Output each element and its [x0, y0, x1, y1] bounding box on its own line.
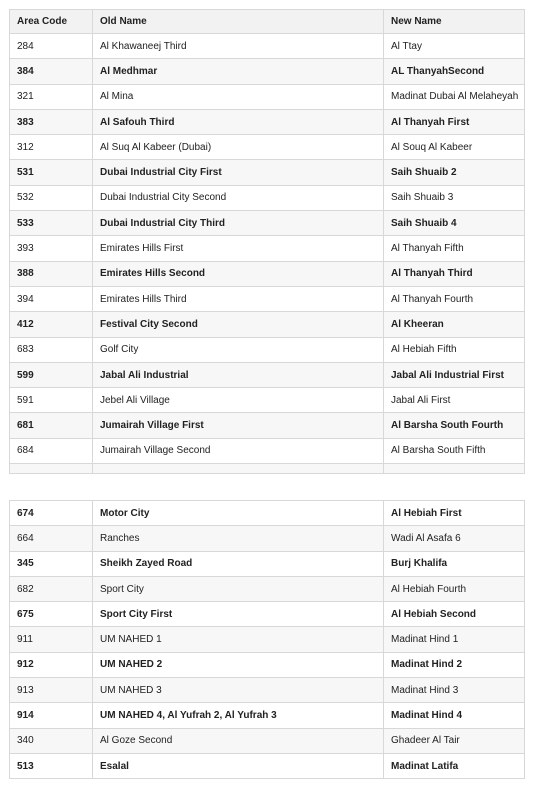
area-code-cell: 393 [10, 236, 93, 261]
new-name-cell: Al Hebiah Fifth [384, 337, 525, 362]
table-row [10, 59, 525, 84]
area-code-cell: 284 [10, 34, 93, 59]
area-code-cell: 684 [10, 438, 93, 463]
new-name-cell: Al Hebiah Fourth [384, 576, 525, 601]
area-code-cell: 674 [10, 501, 93, 526]
header-new-name: New Name [384, 10, 525, 34]
new-name-cell: Saih Shuaib 2 [384, 160, 525, 185]
old-name-cell: Sheikh Zayed Road [93, 551, 384, 576]
new-name-cell: Al Ttay [384, 34, 525, 59]
old-name-cell: UM NAHED 4, Al Yufrah 2, Al Yufrah 3 [93, 703, 384, 728]
table-row [10, 160, 525, 185]
area-code-cell: 388 [10, 261, 93, 286]
area-code-cell: 683 [10, 337, 93, 362]
new-name-cell: Al Thanyah Fifth [384, 236, 525, 261]
header-old-name: Old Name [93, 10, 384, 34]
old-name-cell: Motor City [93, 501, 384, 526]
area-code-cell: 340 [10, 728, 93, 753]
old-name-cell: Emirates Hills Second [93, 261, 384, 286]
old-name-cell: Ranches [93, 526, 384, 551]
old-name-cell: Festival City Second [93, 312, 384, 337]
area-code-cell: 681 [10, 413, 93, 438]
table-row [10, 652, 525, 677]
table-row [10, 109, 525, 134]
new-name-cell: Madinat Hind 3 [384, 678, 525, 703]
old-name-cell: UM NAHED 1 [93, 627, 384, 652]
table-row [10, 703, 525, 728]
header-area-code: Area Code [10, 10, 93, 34]
old-name-cell: Al Suq Al Kabeer (Dubai) [93, 135, 384, 160]
old-name-cell: Dubai Industrial City First [93, 160, 384, 185]
new-name-cell: Al Barsha South Fifth [384, 438, 525, 463]
area-code-cell: 682 [10, 576, 93, 601]
table-row [10, 576, 525, 601]
table-row [10, 627, 525, 652]
area-code-table-1 [9, 9, 525, 474]
area-code-cell: 394 [10, 286, 93, 311]
old-name-cell: Al Safouh Third [93, 109, 384, 134]
new-name-cell: AL ThanyahSecond [384, 59, 525, 84]
table-row [10, 678, 525, 703]
new-name-cell: Saih Shuaib 4 [384, 211, 525, 236]
area-code-cell: 912 [10, 652, 93, 677]
area-code-cell: 384 [10, 59, 93, 84]
old-name-cell: Jebel Ali Village [93, 388, 384, 413]
old-name-cell: UM NAHED 3 [93, 678, 384, 703]
new-name-cell: Madinat Dubai Al Melaheyah [384, 84, 525, 109]
old-name-cell: Sport City [93, 576, 384, 601]
spacer-row [10, 464, 525, 474]
new-name-cell: Madinat Hind 4 [384, 703, 525, 728]
area-code-cell: 532 [10, 185, 93, 210]
old-name-cell: Al Mina [93, 84, 384, 109]
old-name-cell: Jumairah Village First [93, 413, 384, 438]
table-2-body [10, 501, 525, 779]
old-name-cell: Golf City [93, 337, 384, 362]
new-name-cell: Al Thanyah Fourth [384, 286, 525, 311]
old-name-cell: Esalal [93, 753, 384, 778]
table-row [10, 526, 525, 551]
table-row [10, 286, 525, 311]
table-row [10, 438, 525, 463]
table-row [10, 728, 525, 753]
area-code-cell: 531 [10, 160, 93, 185]
table-row [10, 84, 525, 109]
new-name-cell: Saih Shuaib 3 [384, 185, 525, 210]
area-code-cell: 599 [10, 362, 93, 387]
table-row [10, 261, 525, 286]
table-row [10, 211, 525, 236]
table-row [10, 185, 525, 210]
area-code-cell: 312 [10, 135, 93, 160]
table-row [10, 337, 525, 362]
new-name-cell: Al Hebiah First [384, 501, 525, 526]
new-name-cell: Madinat Hind 1 [384, 627, 525, 652]
old-name-cell: Al Medhmar [93, 59, 384, 84]
new-name-cell: Jabal Ali First [384, 388, 525, 413]
table-row [10, 602, 525, 627]
area-code-cell: 513 [10, 753, 93, 778]
header-row [10, 10, 525, 34]
old-name-cell: Dubai Industrial City Second [93, 185, 384, 210]
area-code-table-2 [9, 500, 525, 779]
old-name-cell: UM NAHED 2 [93, 652, 384, 677]
new-name-cell: Ghadeer Al Tair [384, 728, 525, 753]
table-row [10, 501, 525, 526]
old-name-cell: Emirates Hills Third [93, 286, 384, 311]
table-row [10, 236, 525, 261]
new-name-cell: Madinat Latifa [384, 753, 525, 778]
table-row [10, 551, 525, 576]
old-name-cell: Al Khawaneej Third [93, 34, 384, 59]
new-name-cell: Al Kheeran [384, 312, 525, 337]
new-name-cell: Burj Khalifa [384, 551, 525, 576]
table-row [10, 362, 525, 387]
table-row [10, 312, 525, 337]
area-code-cell: 533 [10, 211, 93, 236]
spacer-cell [384, 464, 525, 474]
table-row [10, 413, 525, 438]
new-name-cell: Al Thanyah Third [384, 261, 525, 286]
area-code-cell: 321 [10, 84, 93, 109]
area-code-cell: 675 [10, 602, 93, 627]
table-row [10, 753, 525, 778]
old-name-cell: Emirates Hills First [93, 236, 384, 261]
area-code-cell: 383 [10, 109, 93, 134]
area-code-cell: 911 [10, 627, 93, 652]
new-name-cell: Al Hebiah Second [384, 602, 525, 627]
area-code-cell: 913 [10, 678, 93, 703]
new-name-cell: Wadi Al Asafa 6 [384, 526, 525, 551]
table-row [10, 388, 525, 413]
new-name-cell: Al Barsha South Fourth [384, 413, 525, 438]
old-name-cell: Al Goze Second [93, 728, 384, 753]
old-name-cell: Jabal Ali Industrial [93, 362, 384, 387]
area-code-cell: 914 [10, 703, 93, 728]
area-code-cell: 664 [10, 526, 93, 551]
area-code-cell: 345 [10, 551, 93, 576]
new-name-cell: Madinat Hind 2 [384, 652, 525, 677]
new-name-cell: Jabal Ali Industrial First [384, 362, 525, 387]
new-name-cell: Al Souq Al Kabeer [384, 135, 525, 160]
old-name-cell: Jumairah Village Second [93, 438, 384, 463]
area-code-cell: 412 [10, 312, 93, 337]
old-name-cell: Dubai Industrial City Third [93, 211, 384, 236]
table-row [10, 34, 525, 59]
spacer-cell [10, 464, 93, 474]
spacer-cell [93, 464, 384, 474]
area-code-cell: 591 [10, 388, 93, 413]
old-name-cell: Sport City First [93, 602, 384, 627]
new-name-cell: Al Thanyah First [384, 109, 525, 134]
table-row [10, 135, 525, 160]
table-1-body [10, 34, 525, 474]
